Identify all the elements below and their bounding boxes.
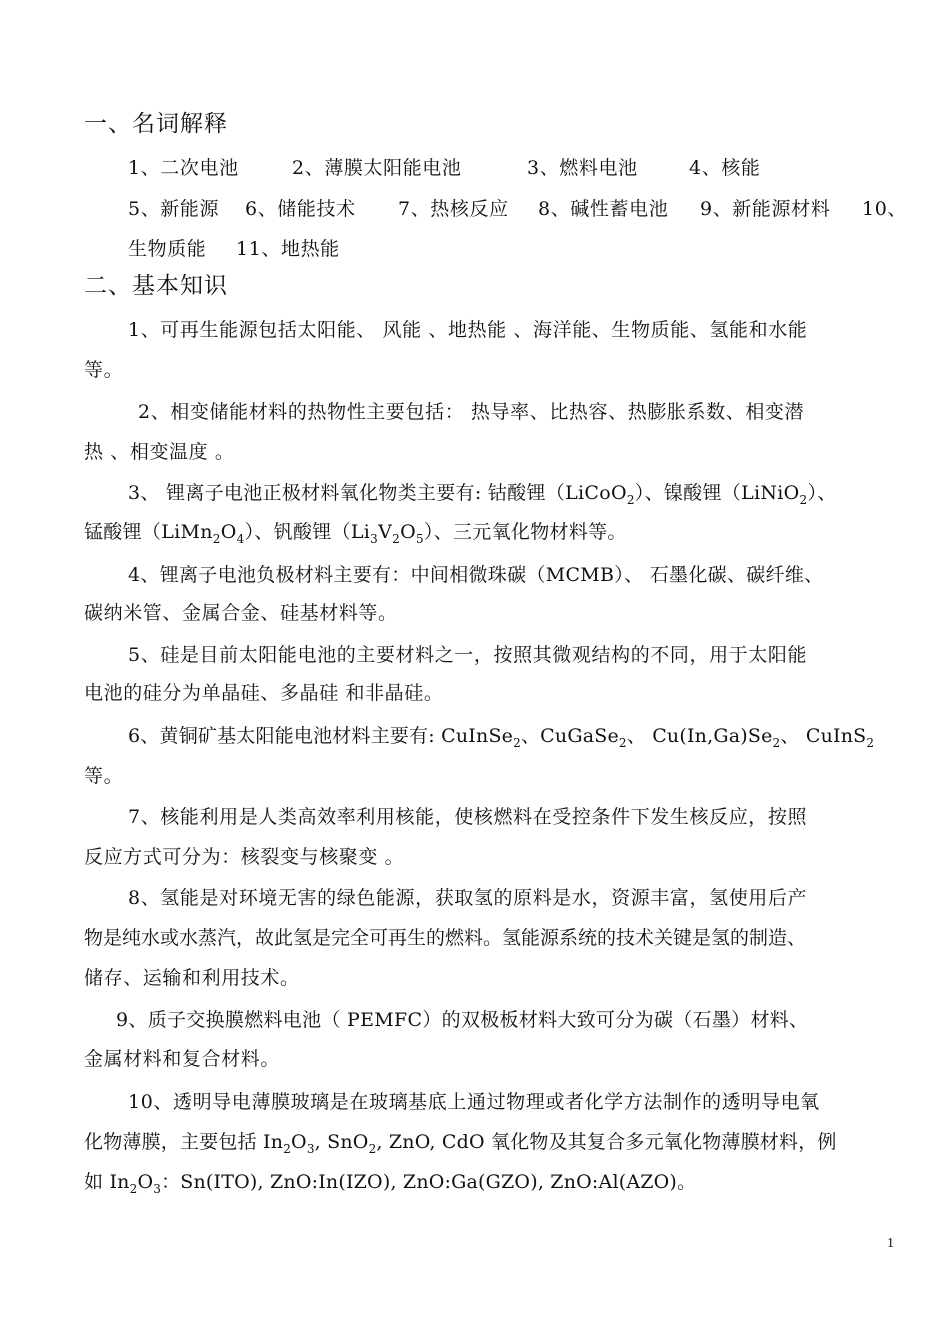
- page-number: 1: [887, 1236, 894, 1251]
- term-11: 11、地热能: [236, 238, 340, 260]
- knowledge-7-line-2: 反应方式可分为：核裂变与核聚变 。: [84, 846, 405, 868]
- term-9: 9、新能源材料: [700, 198, 831, 220]
- term-3: 3、燃料电池: [527, 157, 638, 179]
- knowledge-6-line-2: 等。: [84, 765, 124, 787]
- term-1: 1、二次电池: [128, 157, 239, 179]
- knowledge-3-line-2: 锰酸锂$(LiMn_2O_4)$、钒酸锂$(Li_3V_2O_5)$、三元氧化物材料等。: [84, 521, 627, 546]
- term-4: 4、核能: [689, 157, 761, 179]
- term-6: 6、储能技术: [245, 198, 356, 220]
- term-10-number: 10、: [862, 198, 907, 220]
- term-7: 7、热核反应: [398, 198, 509, 220]
- term-10-text: 生物质能: [128, 238, 207, 260]
- knowledge-10-line-3: 如 $In_2O_3$：Sn(ITO), ZnO:In(IZO), ZnO:Ga(GZO), ZnO:Al(AZO)。: [84, 1171, 697, 1196]
- knowledge-4-line-1: 4、锂离子电池负极材料主要有：中间相微珠碳（MCMB）、 石墨化碳、碳纤维、: [128, 564, 824, 586]
- knowledge-9-line-2: 金属材料和复合材料。: [84, 1048, 281, 1070]
- knowledge-5-line-2: 电池的硅分为单晶硅、多晶硅 和非晶硅。: [84, 682, 444, 704]
- knowledge-4-line-2: 碳纳米管、金属合金、硅基材料等。: [84, 602, 398, 624]
- knowledge-10-line-1: 10、透明导电薄膜玻璃是在玻璃基底上通过物理或者化学方法制作的透明导电氧: [128, 1091, 820, 1113]
- knowledge-2-line-1: 2、相变储能材料的热物性主要包括： 热导率、比热容、热膨胀系数、相变潜: [138, 401, 805, 423]
- knowledge-1-line-1: 1、可再生能源包括太阳能、 风能 、地热能 、海洋能、生物质能、氢能和水能: [128, 319, 808, 341]
- section-heading-terms: 一、名词解释: [84, 111, 228, 137]
- knowledge-10-line-2: 化物薄膜，主要包括 $In_2O_3$, SnO$_2$, ZnO, CdO 氧化物及其复合多元氧化物薄膜材料，例: [84, 1131, 837, 1156]
- knowledge-7-line-1: 7、核能利用是人类高效率利用核能，使核燃料在受控条件下发生核反应，按照: [128, 806, 808, 828]
- knowledge-8-line-2: 物是纯水或水蒸汽，故此氢是完全可再生的燃料。氢能源系统的技术关键是氢的制造、: [84, 927, 807, 949]
- knowledge-2-line-2: 热 、相变温度 。: [84, 441, 235, 463]
- knowledge-6-line-1: 6、黄铜矿基太阳能电池材料主要有: CuInSe$_2$、CuGaSe$_2$、 $Cu(In,Ga)Se_2$、 CuInS$_2$: [128, 725, 875, 750]
- term-5: 5、新能源: [128, 198, 220, 220]
- knowledge-5-line-1: 5、硅是目前太阳能电池的主要材料之一，按照其微观结构的不同，用于太阳能: [128, 644, 808, 666]
- knowledge-8-line-1: 8、氢能是对环境无害的绿色能源，获取氢的原料是水，资源丰富，氢使用后产: [128, 887, 808, 909]
- knowledge-3-line-1: 3、 锂离子电池正极材料氧化物类主要有: 钴酸锂（LiCoO$_2$）、镍酸锂（LiNiO$_2$）、: [128, 482, 837, 507]
- knowledge-8-line-3: 储存、运输和利用技术。: [84, 967, 300, 989]
- section-heading-knowledge: 二、基本知识: [84, 273, 228, 299]
- term-8: 8、碱性蓄电池: [538, 198, 669, 220]
- knowledge-1-line-2: 等。: [84, 359, 124, 381]
- knowledge-9-line-1: 9、质子交换膜燃料电池（ PEMFC）的双极板材料大致可分为碳（石墨）材料、: [116, 1009, 809, 1031]
- term-2: 2、薄膜太阳能电池: [292, 157, 462, 179]
